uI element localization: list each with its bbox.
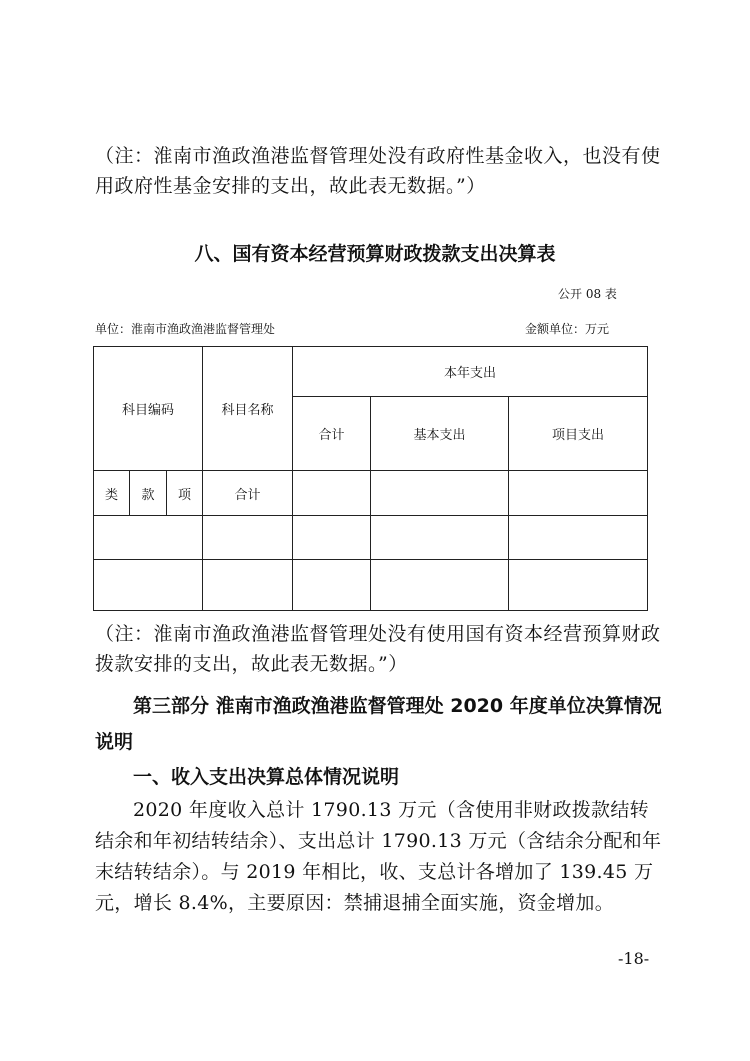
header-year-expense: 本年支出	[293, 347, 648, 397]
page-number: -18-	[618, 949, 650, 968]
row-total-label: 合计	[203, 471, 293, 516]
table-cell	[509, 471, 648, 516]
table-cell	[293, 516, 371, 560]
unit-label: 单位：淮南市渔政渔港监督管理处	[95, 322, 276, 336]
header-total: 合计	[293, 397, 371, 471]
part3-title: 第三部分 淮南市渔政渔港监督管理处 2020 年度单位决算情况说明	[95, 695, 662, 753]
table-cell	[509, 560, 648, 611]
note-no-state-capital: （注：淮南市渔政渔港监督管理处没有使用国有资本经营预算财政拨款安排的支出，故此表无数据。”）	[95, 623, 661, 675]
table-cell	[293, 471, 371, 516]
subheader-kuan: 款	[130, 471, 167, 516]
table-row	[94, 560, 648, 611]
section-title: 八、国有资本经营预算财政拨款支出决算表	[194, 243, 556, 265]
subheader-xiang: 项	[167, 471, 203, 516]
table-cell	[371, 516, 509, 560]
table-cell	[203, 560, 293, 611]
table-cell	[94, 516, 203, 560]
table-cell	[203, 516, 293, 560]
table-cell	[371, 471, 509, 516]
table-row	[94, 516, 648, 560]
header-project-expense: 项目支出	[509, 397, 648, 471]
note-no-gov-fund: （注：淮南市渔政渔港监督管理处没有政府性基金收入，也没有使用政府性基金安排的支出，故此表无数据。”）	[95, 145, 661, 197]
expenditure-table	[93, 346, 648, 611]
header-subject-code: 科目编码	[94, 347, 203, 471]
table-cell	[293, 560, 371, 611]
table-cell	[371, 560, 509, 611]
amount-unit-label: 金额单位：万元	[525, 322, 610, 336]
table-cell	[509, 516, 648, 560]
table-cell	[94, 560, 203, 611]
income-expense-summary: 2020 年度收入总计 1790.13 万元（含使用非财政拨款结转结余和年初结转结余）、支出总计 1790.13 万元（含结余分配和年末结转结余）。与 2019 年相比，收、支总计各增加了 139.45 万元，增长 8.4%，主要原因：禁捕退捕全面实施，资金增加。	[95, 799, 662, 914]
table-number: 公开 08 表	[558, 287, 617, 301]
subheader-lei: 类	[94, 471, 130, 516]
header-basic-expense: 基本支出	[371, 397, 509, 471]
section1-title: 一、收入支出决算总体情况说明	[133, 766, 400, 788]
header-subject-name: 科目名称	[203, 347, 293, 471]
